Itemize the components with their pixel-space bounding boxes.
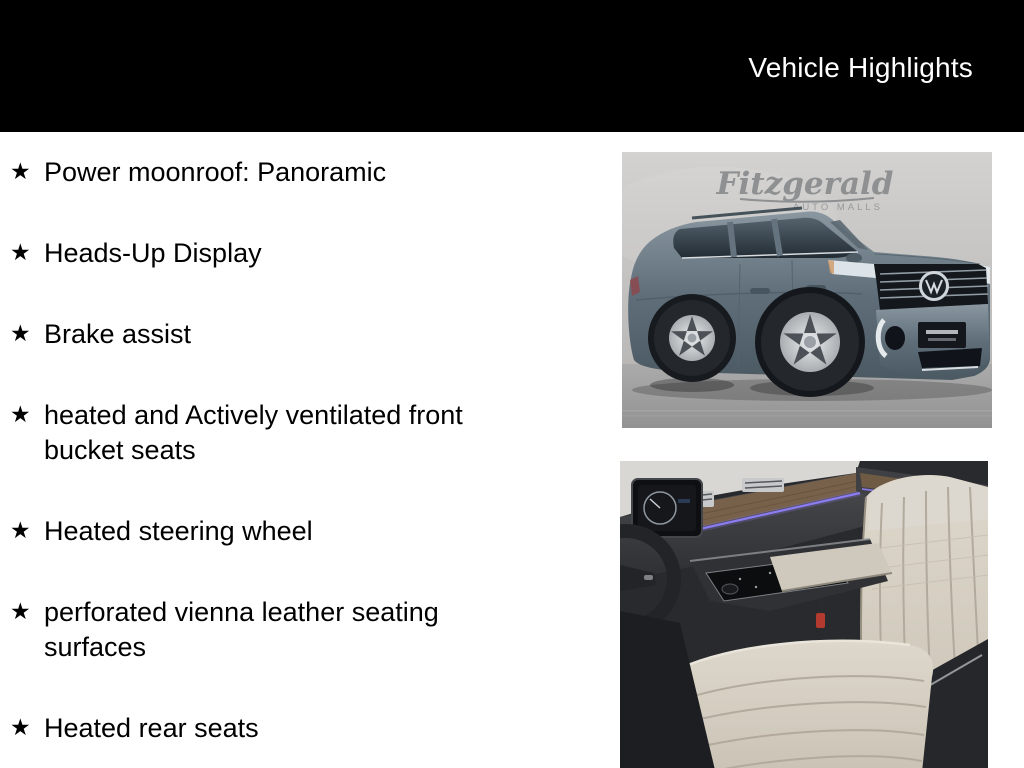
- star-bullet-icon: ★: [10, 402, 31, 428]
- feature-item: [10, 317, 570, 352]
- feature-item: [10, 711, 570, 746]
- star-bullet-icon: ★: [10, 518, 31, 544]
- feature-text: Power moonroof: Panoramic: [44, 157, 387, 187]
- air-vent: [742, 478, 784, 492]
- star-bullet-icon: ★: [10, 599, 31, 625]
- license-plate: [918, 322, 966, 348]
- feature-item: [10, 155, 570, 190]
- feature-text: perforated vienna leather seating surfaces: [44, 597, 439, 662]
- slide-header: [0, 0, 1024, 132]
- feature-text: heated and Actively ventilated front bucket seats: [44, 400, 463, 465]
- feature-list: [10, 155, 570, 768]
- seatbelt-buckle: [816, 613, 825, 628]
- star-bullet-icon: ★: [10, 715, 31, 741]
- dealer-logo-tagline: AUTO MALLS: [792, 202, 884, 213]
- feature-text: Brake assist: [44, 319, 192, 349]
- feature-text: Heated steering wheel: [44, 516, 313, 546]
- cupholder: [722, 584, 738, 594]
- feature-item: [10, 236, 570, 271]
- star-bullet-icon: ★: [10, 159, 31, 185]
- page-title: Vehicle Highlights: [748, 52, 973, 83]
- feature-item: [10, 514, 570, 549]
- door-handle: [750, 288, 770, 294]
- interior-illustration: [620, 461, 988, 768]
- star-bullet-icon: ★: [10, 321, 31, 347]
- dealer-logo-name: Fitzgerald: [716, 166, 894, 202]
- side-mirror: [846, 253, 862, 263]
- exterior-photo: [622, 152, 992, 428]
- feature-item: [10, 398, 570, 468]
- star-bullet-icon: ★: [10, 240, 31, 266]
- suv-illustration: [622, 152, 992, 428]
- interior-photo: [620, 461, 988, 768]
- feature-text: Heads-Up Display: [44, 238, 262, 268]
- feature-item: [10, 595, 570, 665]
- feature-text: Heated rear seats: [44, 713, 259, 743]
